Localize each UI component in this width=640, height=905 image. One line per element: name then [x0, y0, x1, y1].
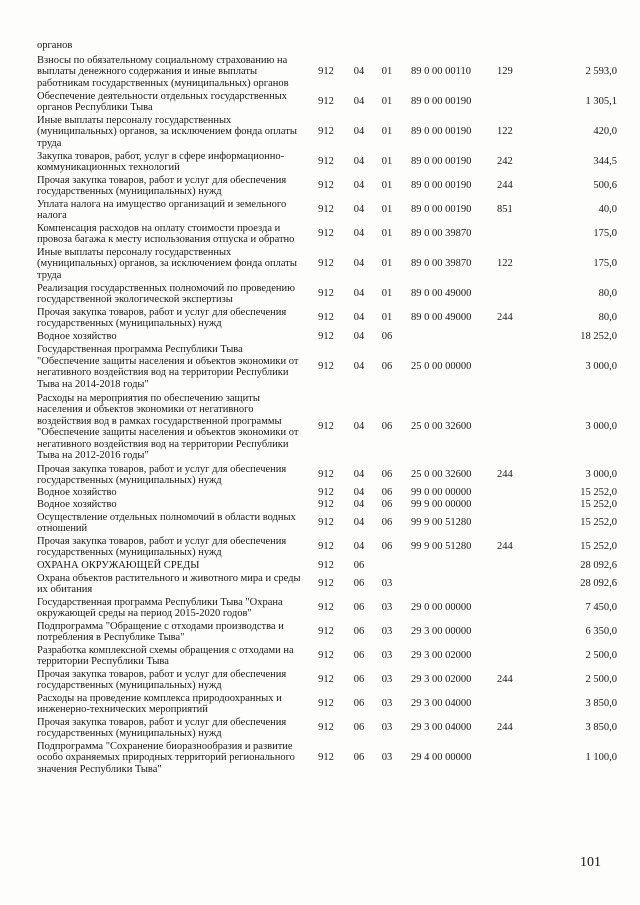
page-number: 101 [580, 855, 601, 870]
row-target-article: 29 3 00 00000 [411, 626, 472, 638]
row-expense-type: 129 [497, 66, 513, 78]
row-expense-type: 244 [497, 469, 513, 481]
row-amount: 3 000,0 [585, 361, 617, 373]
table-row [37, 246, 617, 282]
row-amount: 2 593,0 [585, 66, 617, 78]
row-target-article: 99 9 00 51280 [411, 517, 472, 529]
table-row [37, 559, 617, 572]
row-target-article [401, 572, 497, 596]
row-section-code: 04 [353, 541, 365, 553]
row-expense-type [497, 487, 535, 499]
row-subsection-code: 03 [381, 698, 393, 710]
table-row [37, 499, 617, 511]
row-grbs-code: 912 [318, 421, 334, 433]
row-section-code: 04 [353, 487, 365, 499]
row-grbs-code: 912 [318, 66, 334, 78]
table-row [37, 174, 617, 198]
row-amount: 15 252,0 [580, 541, 617, 553]
row-expense-type [497, 282, 535, 306]
table-row [37, 668, 617, 692]
row-subsection-code: 03 [381, 722, 393, 734]
row-grbs-code: 912 [318, 156, 334, 168]
row-name: Взносы по обязательному социальному страхованию на выплаты денежного содержания и иные выплаты работникам государственных (муниципальных) органов [37, 54, 289, 89]
row-grbs-code: 912 [318, 698, 334, 710]
table-row [37, 596, 617, 620]
row-grbs-code: 912 [318, 288, 334, 300]
row-subsection-code: 06 [381, 469, 393, 481]
row-amount: 1 305,1 [585, 96, 617, 108]
table-row [37, 150, 617, 174]
row-section-code: 04 [353, 258, 365, 270]
table-row [37, 330, 617, 343]
row-subsection-code: 01 [381, 66, 393, 78]
table-row [37, 306, 617, 330]
row-subsection-code: 01 [381, 288, 393, 300]
row-target-article: 25 0 00 00000 [411, 361, 472, 373]
row-amount: 344,5 [593, 156, 617, 168]
row-expense-type: 122 [497, 258, 513, 270]
table-row [37, 463, 617, 487]
row-amount: 15 252,0 [580, 499, 617, 511]
row-target-article: 99 0 00 00000 [411, 487, 472, 499]
row-grbs-code: 912 [318, 674, 334, 686]
row-expense-type [497, 391, 535, 463]
row-grbs-code: 912 [318, 361, 334, 373]
row-grbs-code: 912 [318, 180, 334, 192]
row-target-article: 89 0 00 00190 [411, 156, 472, 168]
row-section-code: 04 [353, 204, 365, 216]
row-section-code: 04 [353, 499, 365, 511]
row-grbs-code: 912 [318, 517, 334, 529]
table-row [37, 282, 617, 306]
row-grbs-code: 912 [318, 626, 334, 638]
row-name: Уплата налога на имущество организаций и земельного налога [37, 198, 287, 221]
row-name: Прочая закупка товаров, работ и услуг для обеспечения государственных (муниципальных) нужд [37, 306, 287, 329]
table-row [37, 391, 617, 463]
row-amount: 15 252,0 [580, 517, 617, 529]
row-subsection-code: 01 [381, 312, 393, 324]
row-expense-type [497, 644, 535, 668]
row-grbs-code: 912 [318, 126, 334, 138]
table-row [37, 716, 617, 740]
table-row [37, 487, 617, 499]
row-name: Обеспечение деятельности отдельных государственных органов Республики Тыва [37, 90, 287, 113]
row-expense-type: 242 [497, 156, 513, 168]
row-target-article: 89 0 00 00190 [411, 96, 472, 108]
row-amount: 6 350,0 [585, 626, 617, 638]
row-amount: 420,0 [593, 126, 617, 138]
row-section-code: 06 [353, 578, 365, 590]
row-amount: 2 500,0 [585, 674, 617, 686]
row-name: Расходы на проведение комплекса природоохранных и инженерно-технических мероприятий [37, 692, 282, 715]
row-section-code: 04 [353, 517, 365, 529]
row-subsection-code: 03 [381, 602, 393, 614]
row-subsection-code: 01 [381, 204, 393, 216]
row-name: Компенсация расходов на оплату стоимости проезда и провоза багажа к месту использования отпуска и обратно [37, 222, 295, 245]
row-name: Прочая закупка товаров, работ и услуг для обеспечения государственных (муниципальных) нужд [37, 668, 287, 691]
row-amount: 80,0 [598, 288, 617, 300]
row-name: Осуществление отдельных полномочий в области водных отношений [37, 511, 296, 534]
row-expense-type [497, 692, 535, 716]
row-name: Государственная программа Республики Тыва "Охрана окружающей среды на период 2015-2020 годов" [37, 596, 283, 619]
row-expense-type [497, 620, 535, 644]
row-target-article: 89 0 00 39870 [411, 228, 472, 240]
row-grbs-code: 912 [318, 469, 334, 481]
row-target-article: 89 0 00 00190 [411, 204, 472, 216]
row-name: Закупка товаров, работ, услуг в сфере информационно-коммуникационных технологий [37, 150, 285, 173]
row-subsection-code: 06 [381, 499, 393, 511]
row-amount: 3 850,0 [585, 698, 617, 710]
table-row [37, 644, 617, 668]
row-section-code: 04 [353, 361, 365, 373]
row-amount: 3 000,0 [585, 469, 617, 481]
row-amount: 175,0 [593, 258, 617, 270]
row-expense-type: 244 [497, 722, 513, 734]
row-subsection-code: 01 [381, 126, 393, 138]
row-section-code: 04 [353, 421, 365, 433]
row-target-article: 29 3 00 02000 [411, 674, 472, 686]
row-grbs-code: 912 [318, 541, 334, 553]
row-name: Иные выплаты персоналу государственных (муниципальных) органов, за исключением фонда оплаты труда [37, 246, 297, 281]
table-row [37, 198, 617, 222]
row-amount: 80,0 [598, 312, 617, 324]
row-subsection-code: 06 [381, 517, 393, 529]
row-grbs-code: 912 [318, 722, 334, 734]
row-section-code: 06 [353, 559, 365, 571]
row-section-code: 04 [353, 180, 365, 192]
row-expense-type: 244 [497, 180, 513, 192]
row-target-article: 89 0 00 00190 [411, 126, 472, 138]
row-expense-type [497, 343, 535, 391]
row-grbs-code: 912 [318, 602, 334, 614]
table-row [37, 572, 617, 596]
row-target-article: 29 3 00 04000 [411, 722, 472, 734]
row-subsection-code: 03 [381, 626, 393, 638]
table-row [37, 222, 617, 246]
row-expense-type [497, 596, 535, 620]
row-subsection-code: 01 [381, 228, 393, 240]
row-name: Прочая закупка товаров, работ и услуг для обеспечения государственных (муниципальных) нужд [37, 716, 287, 739]
row-section-code: 06 [353, 602, 365, 614]
row-target-article: 99 9 00 51280 [411, 541, 472, 553]
row-section-code: 04 [353, 228, 365, 240]
budget-table [37, 54, 617, 776]
row-name: Охрана объектов растительного и животного мира и среды их обитания [37, 572, 301, 595]
row-section-code: 04 [353, 96, 365, 108]
row-name: Расходы на мероприятия по обеспечению защиты населения и объектов экономики от негативного воздействия вод в рамках государственной программы "Обеспечение защиты населения и объектов экономики от негативного воздействия вод на территории Республики Тыва на 2012-2016 годы" [37, 392, 299, 461]
row-subsection-code: 03 [381, 578, 393, 590]
row-amount: 28 092,6 [580, 559, 617, 571]
table-row [37, 90, 617, 114]
row-target-article: 29 4 00 00000 [411, 752, 472, 764]
row-name: ОХРАНА ОКРУЖАЮЩЕЙ СРЕДЫ [37, 559, 200, 571]
row-grbs-code: 912 [318, 650, 334, 662]
row-expense-type [497, 559, 535, 572]
row-section-code: 06 [353, 698, 365, 710]
row-name: Водное хозяйство [37, 487, 117, 499]
row-name: Прочая закупка товаров, работ и услуг для обеспечения государственных (муниципальных) нужд [37, 463, 287, 486]
row-amount: 3 850,0 [585, 722, 617, 734]
row-section-code: 06 [353, 626, 365, 638]
row-amount: 18 252,0 [580, 330, 617, 342]
row-target-article: 29 3 00 02000 [411, 650, 472, 662]
row-section-code: 06 [353, 722, 365, 734]
row-section-code: 06 [353, 674, 365, 686]
row-grbs-code: 912 [318, 312, 334, 324]
row-expense-type [497, 572, 535, 596]
table-row [37, 114, 617, 150]
row-grbs-code: 912 [318, 752, 334, 764]
row-expense-type: 244 [497, 674, 513, 686]
row-target-article [401, 559, 497, 572]
row-expense-type: 122 [497, 126, 513, 138]
row-section-code: 04 [353, 156, 365, 168]
row-amount: 1 100,0 [585, 752, 617, 764]
row-name: Подпрограмма "Сохранение биоразнообразия и развитие особо охраняемых природных территорий регионального значения Республики Тыва" [37, 740, 295, 775]
table-row [37, 740, 617, 776]
row-subsection-code: 06 [381, 330, 393, 342]
row-section-code: 04 [353, 126, 365, 138]
row-section-code: 04 [353, 469, 365, 481]
row-grbs-code: 912 [318, 96, 334, 108]
table-row [37, 692, 617, 716]
row-name: Прочая закупка товаров, работ и услуг для обеспечения государственных (муниципальных) нужд [37, 174, 287, 197]
row-section-code: 04 [353, 312, 365, 324]
row-subsection-code: 06 [381, 487, 393, 499]
row-subsection-code: 03 [381, 674, 393, 686]
row-subsection-code: 01 [381, 156, 393, 168]
row-subsection-code: 06 [381, 361, 393, 373]
row-expense-type: 244 [497, 541, 513, 553]
row-name: Иные выплаты персоналу государственных (муниципальных) органов, за исключением фонда оплаты труда [37, 114, 297, 149]
row-name: Реализация государственных полномочий по проведению государственной экологической экспертизы [37, 282, 296, 305]
row-target-article [401, 330, 497, 343]
row-subsection-code: 06 [381, 421, 393, 433]
row-grbs-code: 912 [318, 228, 334, 240]
row-amount: 3 000,0 [585, 421, 617, 433]
row-name: Подпрограмма "Обращение с отходами производства и потребления в Республике Тыва" [37, 620, 284, 643]
row-target-article: 29 3 00 04000 [411, 698, 472, 710]
row-amount: 15 252,0 [580, 487, 617, 499]
row-target-article: 89 0 00 49000 [411, 312, 472, 324]
row-expense-type [497, 222, 535, 246]
table-row [37, 620, 617, 644]
row-amount: 2 500,0 [585, 650, 617, 662]
continued-text: органов [37, 40, 73, 51]
row-name: Водное хозяйство [37, 330, 117, 342]
row-target-article: 89 0 00 00190 [411, 180, 472, 192]
row-target-article: 25 0 00 32600 [411, 421, 472, 433]
row-grbs-code: 912 [318, 578, 334, 590]
row-target-article: 89 0 00 39870 [411, 258, 472, 270]
row-amount: 500,6 [593, 180, 617, 192]
row-expense-type [497, 740, 535, 776]
row-grbs-code: 912 [318, 330, 334, 342]
row-name: Разработка комплексной схемы обращения с отходами на территории Республики Тыва [37, 644, 294, 667]
row-name: Государственная программа Республики Тыва "Обеспечение защиты населения и объектов экономики от негативного воздействия вод на территории Республики Тыва на 2014-2018 годы" [37, 344, 299, 390]
row-target-article: 89 0 00 00110 [411, 66, 471, 78]
row-section-code: 06 [353, 650, 365, 662]
row-amount: 175,0 [593, 228, 617, 240]
table-row [37, 54, 617, 90]
row-target-article: 29 0 00 00000 [411, 602, 472, 614]
row-expense-type: 244 [497, 312, 513, 324]
row-name: Водное хозяйство [37, 499, 117, 511]
row-expense-type [497, 499, 535, 511]
row-subsection-code: 01 [381, 96, 393, 108]
row-target-article: 25 0 00 32600 [411, 469, 472, 481]
row-name: Прочая закупка товаров, работ и услуг для обеспечения государственных (муниципальных) нужд [37, 535, 287, 558]
row-grbs-code: 912 [318, 499, 334, 511]
row-subsection-code: 01 [381, 258, 393, 270]
row-amount: 7 450,0 [585, 602, 617, 614]
row-grbs-code: 912 [318, 204, 334, 216]
budget-table-body [37, 54, 617, 776]
row-grbs-code: 912 [318, 258, 334, 270]
row-section-code: 06 [353, 752, 365, 764]
table-row [37, 511, 617, 535]
row-expense-type [497, 330, 535, 343]
row-subsection-code: 03 [381, 650, 393, 662]
row-section-code: 04 [353, 66, 365, 78]
row-subsection-code: 03 [381, 752, 393, 764]
row-amount: 40,0 [598, 204, 617, 216]
row-target-article: 89 0 00 49000 [411, 288, 472, 300]
row-expense-type: 851 [497, 204, 513, 216]
row-grbs-code: 912 [318, 487, 334, 499]
row-amount: 28 092,6 [580, 578, 617, 590]
row-subsection-code [373, 559, 401, 572]
row-target-article: 99 9 00 00000 [411, 499, 472, 511]
table-row [37, 343, 617, 391]
row-subsection-code: 06 [381, 541, 393, 553]
row-expense-type [497, 90, 535, 114]
row-subsection-code: 01 [381, 180, 393, 192]
row-section-code: 04 [353, 288, 365, 300]
row-expense-type [497, 511, 535, 535]
row-section-code: 04 [353, 330, 365, 342]
table-row [37, 535, 617, 559]
row-grbs-code: 912 [318, 559, 334, 571]
